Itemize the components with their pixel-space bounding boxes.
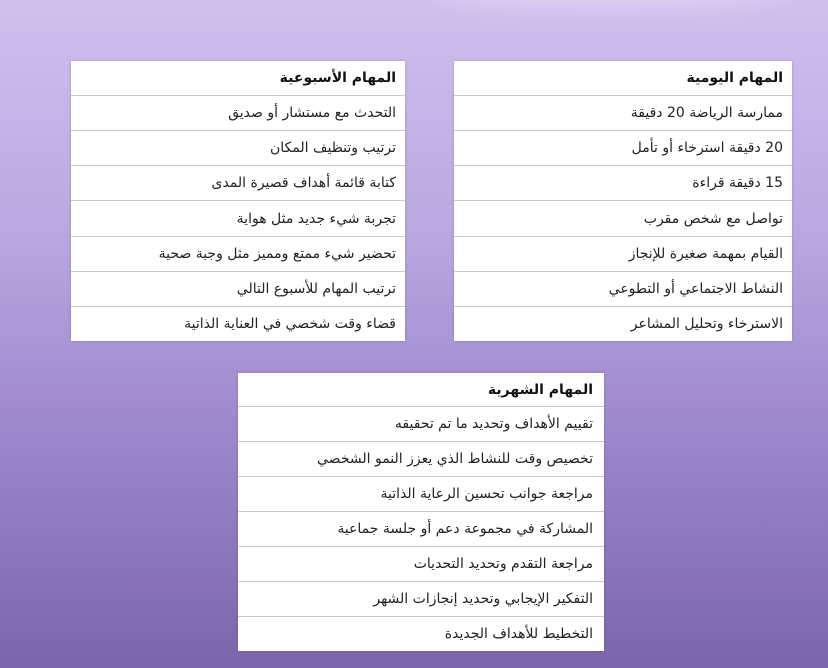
table-row <box>71 201 405 236</box>
table-row <box>238 407 604 442</box>
monthly-task-item: التخطيط للأهداف الجديدة <box>444 626 593 643</box>
daily-task-item: الاسترخاء وتحليل المشاعر <box>630 316 783 333</box>
table-header-row <box>454 61 792 95</box>
weekly-task-item: ترتيب وتنظيف المكان <box>71 130 405 165</box>
table-row <box>238 442 604 477</box>
monthly-task-item: تقييم الأهداف وتحديد ما تم تحقيقه <box>238 407 604 442</box>
monthly-task-item: التفكير الإيجابي وتحديد إنجازات الشهر <box>238 582 604 617</box>
table-row <box>454 307 792 341</box>
table-row <box>238 477 604 512</box>
table-row <box>71 236 405 271</box>
weekly-task-item: تحضير شيء ممتع ومميز مثل وجبة صحية <box>71 236 405 271</box>
weekly-task-item: كتابة قائمة أهداف قصيرة المدى <box>71 166 405 201</box>
table-row <box>71 271 405 306</box>
table-header-row <box>238 373 604 407</box>
daily-task-item: النشاط الاجتماعي أو التطوعي <box>454 271 792 306</box>
table-row <box>454 271 792 306</box>
table-row <box>71 307 405 341</box>
monthly-task-item: المشاركة في مجموعة دعم أو جلسة جماعية <box>238 512 604 547</box>
monthly-tasks-table <box>238 373 604 651</box>
weekly-task-item: التحدث مع مستشار أو صديق <box>71 95 405 130</box>
monthly-task-item: مراجعة جوانب تحسين الرعاية الذاتية <box>238 477 604 512</box>
weekly-task-item: ترتيب المهام للأسبوع التالي <box>71 271 405 306</box>
table-row <box>454 201 792 236</box>
table-row <box>71 95 405 130</box>
table-row <box>454 236 792 271</box>
daily-task-item: 15 دقيقة قراءة <box>454 166 792 201</box>
monthly-task-item: مراجعة التقدم وتحديد التحديات <box>238 547 604 582</box>
daily-task-item: تواصل مع شخص مقرب <box>454 201 792 236</box>
monthly-tasks-title: المهام الشهرية <box>238 373 604 407</box>
monthly-task-item: تخصيص وقت للنشاط الذي يعزز النمو الشخصي <box>238 442 604 477</box>
daily-task-item: ممارسة الرياضة 20 دقيقة <box>454 95 792 130</box>
table-row <box>238 582 604 617</box>
weekly-task-item: تجربة شيء جديد مثل هواية <box>71 201 405 236</box>
table-row <box>238 547 604 582</box>
weekly-task-item: قضاء وقت شخصي في العناية الذاتية <box>184 316 396 333</box>
table-row <box>454 166 792 201</box>
weekly-tasks-table <box>71 61 405 341</box>
daily-task-item: القيام بمهمة صغيرة للإنجاز <box>454 236 792 271</box>
daily-task-item: 20 دقيقة استرخاء أو تأمل <box>454 130 792 165</box>
table-row <box>71 166 405 201</box>
table-row <box>454 130 792 165</box>
table-row <box>454 95 792 130</box>
table-row <box>71 130 405 165</box>
table-header-row <box>71 61 405 95</box>
daily-tasks-title: المهام اليومية <box>454 61 792 95</box>
background-glow <box>430 0 790 10</box>
table-row <box>238 512 604 547</box>
table-row <box>238 617 604 651</box>
daily-tasks-table <box>454 61 792 341</box>
weekly-tasks-title: المهام الأسبوعية <box>71 61 405 95</box>
